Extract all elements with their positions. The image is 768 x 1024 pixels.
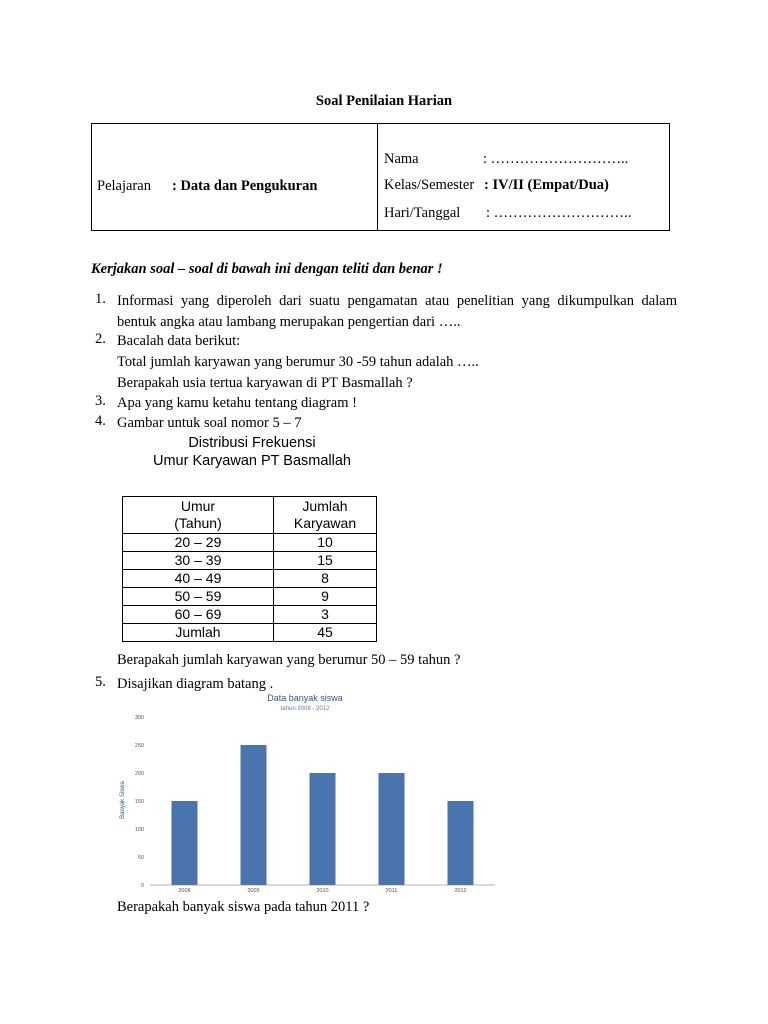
- x-tick-label: 2012: [454, 888, 467, 894]
- question-text: Gambar untuk soal nomor 5 – 7: [117, 415, 302, 431]
- question-1: [95, 291, 677, 333]
- table-cell: 50 – 59: [123, 588, 274, 606]
- table-cell: 3: [274, 606, 377, 624]
- chart-subtitle: tahun 2008 - 2012: [280, 706, 330, 712]
- chart-title: Data banyak siswa: [267, 693, 343, 703]
- x-tick-label: 2010: [316, 888, 329, 894]
- y-tick-label: 150: [134, 799, 144, 805]
- question-text: Informasi yang diperoleh dari suatu pengamatan atau penelitian yang dikumpulkan dalam: [117, 293, 677, 309]
- pelajaran-value: : Data dan Pengukuran: [172, 178, 318, 194]
- table-cell: 40 – 49: [123, 570, 274, 588]
- table-cell: 30 – 39: [123, 552, 274, 570]
- table-cell: 20 – 29: [123, 534, 274, 552]
- question-text: bentuk angka atau lambang merupakan pengertian dari …..: [117, 314, 461, 330]
- x-tick-label: 2011: [385, 888, 398, 894]
- table-cell: 9: [274, 588, 377, 606]
- table-title-line2: Umur Karyawan PT Basmallah: [153, 453, 351, 469]
- table-cell: Jumlah: [123, 624, 274, 642]
- instruction-text: Kerjakan soal – soal di bawah ini dengan teliti dan benar !: [91, 261, 443, 277]
- column-header-jumlah: [274, 497, 377, 534]
- question-number: 3.: [95, 393, 106, 409]
- y-tick-label: 0: [140, 883, 144, 889]
- question-number: 2.: [95, 331, 106, 347]
- column-header-line: (Tahun): [174, 515, 222, 531]
- header-divider: [377, 124, 378, 230]
- y-tick-label: 250: [134, 743, 144, 749]
- y-tick-label: 200: [134, 771, 144, 777]
- column-header-line: Umur: [180, 498, 216, 514]
- page-title: Soal Penilaian Harian: [315, 93, 453, 109]
- table-row: [123, 570, 377, 588]
- bar-chart-svg: [110, 690, 500, 895]
- table-cell: 60 – 69: [123, 606, 274, 624]
- bar: [310, 773, 336, 885]
- table-row: [123, 552, 377, 570]
- table-row: [123, 606, 377, 624]
- nama-value: : ………………………..: [483, 151, 629, 167]
- header-box: [91, 123, 670, 231]
- frequency-table: [122, 496, 377, 642]
- table-row: [123, 588, 377, 606]
- question-2: [95, 331, 677, 394]
- table-title-line1: Distribusi Frekuensi: [188, 435, 316, 451]
- table-cell: 15: [274, 552, 377, 570]
- nama-label: Nama: [384, 151, 419, 167]
- kelas-label: Kelas/Semester: [384, 177, 475, 193]
- question-number: 5.: [95, 674, 106, 690]
- table-cell: 10: [274, 534, 377, 552]
- table-row-total: [123, 624, 377, 642]
- question-number: 4.: [95, 413, 106, 429]
- y-tick-label: 100: [134, 827, 144, 833]
- question-text: Bacalah data berikut:: [117, 333, 241, 349]
- y-tick-label: 50: [137, 855, 144, 861]
- column-header-line: Jumlah: [302, 498, 348, 514]
- bar: [379, 773, 405, 885]
- bar: [241, 745, 267, 885]
- bar: [448, 801, 474, 885]
- table-cell: 8: [274, 570, 377, 588]
- x-tick-label: 2008: [178, 888, 191, 894]
- question-4-followup: Berapakah jumlah karyawan yang berumur 50 – 59 tahun ?: [117, 652, 461, 668]
- question-text: Berapakah usia tertua karyawan di PT Basmallah ?: [117, 375, 413, 391]
- question-text: Disajikan diagram batang .: [117, 676, 274, 692]
- question-3: [95, 393, 677, 414]
- table-cell: 45: [274, 624, 377, 642]
- table-header-row: [123, 497, 377, 534]
- question-text: Total jumlah karyawan yang berumur 30 -59 tahun adalah …..: [117, 354, 479, 370]
- bar-chart: [110, 690, 500, 895]
- hari-value: : ………………………..: [486, 205, 632, 221]
- pelajaran-label: Pelajaran: [97, 178, 151, 194]
- kelas-value: : IV/II (Empat/Dua): [484, 177, 609, 193]
- question-4: [95, 413, 677, 434]
- chart-marks: [135, 715, 495, 894]
- column-header-line: Karyawan: [293, 515, 357, 531]
- y-axis-label: Banyak Siswa: [120, 781, 126, 819]
- table-row: [123, 534, 377, 552]
- y-tick-label: 300: [134, 715, 144, 721]
- column-header-umur: [123, 497, 274, 534]
- question-5-followup: Berapakah banyak siswa pada tahun 2011 ?: [117, 899, 370, 915]
- bar: [172, 801, 198, 885]
- x-tick-label: 2009: [247, 888, 260, 894]
- hari-label: Hari/Tanggal: [384, 205, 461, 221]
- question-number: 1.: [95, 291, 106, 307]
- question-text: Apa yang kamu ketahu tentang diagram !: [117, 395, 357, 411]
